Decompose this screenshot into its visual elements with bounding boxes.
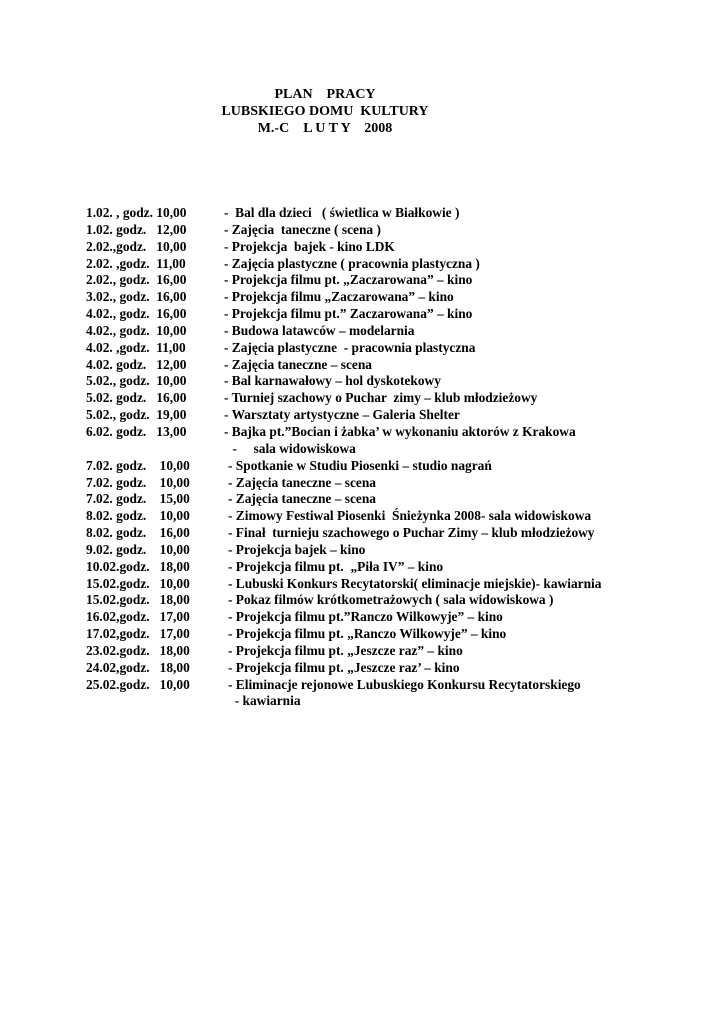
schedule-row (86, 693, 686, 710)
schedule-event: - Eliminacje rejonowe Lubuskiego Konkursu Recytatorskiego (228, 676, 581, 692)
schedule-row (86, 239, 686, 256)
schedule-row (86, 222, 686, 239)
schedule-row (86, 475, 686, 492)
schedule-date: 7.02. godz. 15,00 (86, 491, 190, 507)
schedule-row (86, 357, 686, 374)
schedule-row (86, 508, 686, 525)
schedule-event: - sala widowiskowa (229, 440, 356, 456)
schedule-row (86, 559, 686, 576)
schedule-row (86, 660, 686, 677)
schedule-date: 15.02.godz. 18,00 (86, 592, 190, 608)
schedule-event: - Projekcja filmu pt. „Jeszcze raz” – kino (228, 642, 463, 658)
schedule-event: - Projekcja bajek – kino (228, 541, 366, 557)
schedule-date: 5.02. godz. 16,00 (86, 390, 187, 406)
schedule-event: - Projekcja filmu pt. „Piła IV” – kino (228, 558, 444, 574)
schedule-date: 25.02.godz. 10,00 (86, 676, 190, 692)
schedule-row (86, 424, 686, 441)
schedule-row (86, 458, 686, 475)
schedule-date: 1.02. , godz. 10,00 (86, 205, 187, 220)
schedule-date: 17.02,godz. 17,00 (86, 626, 190, 642)
header-title: PLAN PRACY (274, 87, 376, 102)
schedule-date: 4.02. godz. 12,00 (86, 356, 187, 372)
schedule-date: 5.02., godz. 19,00 (86, 407, 187, 423)
schedule-event: - Zajęcia taneczne – scena (224, 356, 372, 372)
schedule-row (86, 592, 686, 609)
schedule-row (86, 677, 686, 694)
schedule-row (86, 256, 686, 273)
schedule-event: - Projekcja filmu pt. „Jeszcze raz’ – kino (228, 659, 460, 675)
schedule-row (86, 441, 686, 458)
schedule-row (86, 390, 686, 407)
schedule-date: 8.02. godz. 16,00 (86, 525, 190, 541)
schedule-row (86, 272, 686, 289)
schedule-event: - Lubuski Konkurs Recytatorski( eliminacje miejskie)- kawiarnia (228, 575, 602, 591)
schedule-event: - Projekcja filmu pt. „Zaczarowana” – kino (224, 272, 473, 288)
schedule-date: 5.02., godz. 10,00 (86, 373, 187, 389)
schedule-event: - Zimowy Festiwal Piosenki Śnieżynka 2008- sala widowiskowa (228, 508, 592, 524)
schedule-date: 4.02. ,godz. 11,00 (86, 339, 186, 355)
schedule-event: - Projekcja filmu pt.” Zaczarowana” – kino (224, 306, 473, 322)
schedule-date: 8.02. godz. 10,00 (86, 508, 190, 524)
schedule-event: - Bal dla dzieci ( świetlica w Białkowie ) (224, 205, 460, 220)
schedule-event: - Budowa latawców – modelarnia (224, 322, 415, 338)
schedule-event: - Bal karnawałowy – hol dyskotekowy (224, 373, 441, 389)
schedule-row (86, 626, 686, 643)
schedule-row (86, 407, 686, 424)
schedule-row (86, 373, 686, 390)
schedule-event: - Warsztaty artystyczne – Galeria Shelter (224, 407, 460, 423)
schedule-event: - kawiarnia (228, 693, 301, 709)
schedule-event: - Projekcja filmu pt.”Ranczo Wilkowyje” – kino (228, 609, 503, 625)
schedule-row (86, 323, 686, 340)
schedule-date: 23.02.godz. 18,00 (86, 642, 190, 658)
schedule-date: 9.02. godz. 10,00 (86, 541, 190, 557)
schedule-date: 15.02.godz. 10,00 (86, 575, 190, 591)
schedule-event: - Zajęcia taneczne – scena (228, 474, 376, 490)
schedule-row (86, 491, 686, 508)
schedule-date: 7.02. godz. 10,00 (86, 457, 190, 473)
schedule-row (86, 525, 686, 542)
schedule-date: 4.02., godz. 16,00 (86, 306, 187, 322)
schedule-date: 7.02. godz. 10,00 (86, 474, 190, 490)
schedule-event: - Zajęcia plastyczne ( pracownia plastyczna ) (224, 255, 480, 271)
schedule-date: 4.02., godz. 10,00 (86, 322, 187, 338)
schedule-event: - Projekcja filmu pt. „Ranczo Wilkowyje” – kino (228, 626, 507, 642)
schedule-date: 10.02.godz. 18,00 (86, 558, 190, 574)
schedule-date: 1.02. godz. 12,00 (86, 221, 187, 237)
schedule-event: - Zajęcia plastyczne - pracownia plastyczna (224, 339, 476, 355)
schedule-row (86, 205, 686, 222)
schedule-row (86, 340, 686, 357)
header-period: M.-C L U T Y 2008 (257, 121, 393, 136)
schedule-event: - Projekcja filmu „Zaczarowana” – kino (224, 289, 454, 305)
schedule-event: - Turniej szachowy o Puchar zimy – klub młodzieżowy (224, 390, 538, 406)
schedule-date: 2.02.,godz. 10,00 (86, 238, 187, 254)
schedule-row (86, 609, 686, 626)
schedule-row (86, 289, 686, 306)
schedule-event: - Finał turnieju szachowego o Puchar Zimy – klub młodzieżowy (228, 525, 595, 541)
schedule-row (86, 542, 686, 559)
schedule-date: 2.02. ,godz. 11,00 (86, 255, 186, 271)
schedule-list (86, 205, 686, 710)
schedule-date: 16.02,godz. 17,00 (86, 609, 190, 625)
schedule-row (86, 306, 686, 323)
schedule-row (86, 643, 686, 660)
document-header (0, 86, 650, 137)
schedule-event: - Pokaz filmów krótkometrażowych ( sala widowiskowa ) (228, 592, 554, 608)
schedule-event: - Bajka pt.”Bocian i żabka’ w wykonaniu aktorów z Krakowa (224, 423, 576, 439)
schedule-event: - Zajęcia taneczne ( scena ) (224, 221, 381, 237)
schedule-row (86, 576, 686, 593)
schedule-event: - Zajęcia taneczne – scena (228, 491, 376, 507)
schedule-event: - Spotkanie w Studiu Piosenki – studio nagrań (228, 457, 492, 473)
schedule-date: 3.02., godz. 16,00 (86, 289, 187, 305)
schedule-date: 2.02., godz. 16,00 (86, 272, 187, 288)
schedule-event: - Projekcja bajek - kino LDK (224, 238, 395, 254)
schedule-date: 6.02. godz. 13,00 (86, 423, 187, 439)
header-organization: LUBSKIEGO DOMU KULTURY (221, 104, 429, 119)
schedule-date: 24.02,godz. 18,00 (86, 659, 190, 675)
